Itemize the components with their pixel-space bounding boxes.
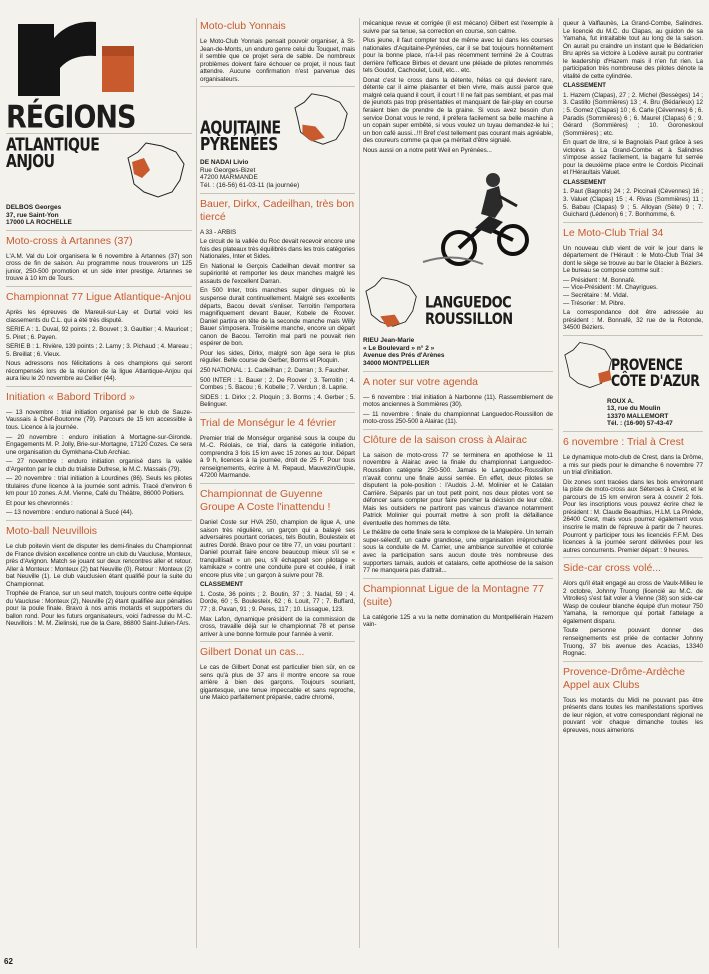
article-title: Le Moto-Club Trial 34	[563, 226, 664, 239]
article-text: Tous les motards du Midi ne pouvant pas être présents dans toutes les manifestations sportives de leur région, et votre correspondant régional ne pouvant voir chaque dimanche toutes les épreuves, nous aimerions	[563, 696, 703, 734]
correspondent-address: DE NADAI Livio Rue Georges-Bizet 47200 MARMANDE Tél. : (16-56) 61-03-11 (la journée)	[200, 159, 300, 190]
article-text: — 11 novembre : finale du championnat Languedoc-Roussillon de moto-cross 250-500 à Alairac (11).	[363, 410, 553, 426]
article-text: Un nouveau club vient de voir le jour dans le département de l'Hérault : le Moto-Club Trial 34 dont le siège se trouve au bar le Glacier à Béziers. Le bureau se compose comme suit :	[563, 244, 703, 275]
column-3	[363, 0, 553, 974]
region-title: ATLANTIQUE ANJOU	[6, 135, 100, 172]
article-text: Le Moto-Club Yonnais pensait pouvoir organiser, à St-Jean-de-Monts, un enduro genre celui du Touquet, mais il semble que ce projet sera de sable. De nombreux problèmes doivent faire échouer ce projet, il nous faut attendre. Aucune confirmation n'est parvenue des organisateurs.	[200, 38, 355, 83]
article-text: En 500 Inter, trois manches super dingues où le suspense durait continuellement. Malgré ses excellents départs, Bacou devait s'enliser. Terroitin l'emportera magnifiquement devant Bauer, Kobele de Roover. Daniel partira en tête de la seconde manche mais Willy Bauer s'imposera. Troisième manche, encore un départ canon de Bacou. Terroitin mal parti ne pouvait rien espérer de bon.	[200, 287, 355, 348]
article-text: La correspondance doit être adressée au président : M. Bonnafé, 32 rue de la Rotonde, 34500 Béziers.	[563, 309, 703, 332]
article-text: Le cas de Gilbert Donat est particulier bien sûr, en ce sens qu'à plus de 37 ans il montre encore sa roue arrière à bien des garçons. Toujours souriant, gigantesque, une tenue impeccable et sans reproche, une Maico parfaitement préparée, cadre chromé,	[200, 664, 355, 702]
article-text: La saison de moto-cross 77 se terminera en apothéose le 11 novembre à Alairac avec la finale du championnat Languedoc-Roussillon catégorie 250-500. Jamais le Languedoc-Roussillon n'avait connu une finale aussi serrée. En effet, deux pilotes se disputent la pole-position : l'Audois J.-M. Molinier et le Catalan Carrière. Séparés par un tout petit point, nos deux pilotes vont se défoncer sans compter pour faire pencher la décision de leur côté. Mais les outsiders ne partiront pas vaincus d'avance notamment Patrick Molinier qui pourrait mettre à son profit la défaillance éventuelle des hommes de tête.	[363, 451, 553, 527]
article-title: Provence-Drôme-Ardèche Appel aux Clubs	[563, 665, 685, 691]
region-header	[363, 275, 553, 337]
article-text: En quart de litre, si le Bagnolais Paut grâce à ses victoires à La Grand-Combe et à Salindres s'impose assez facilement, la bagarre fut serrée pour la deuxième place entre le Cordois Piccinali et l'Héraultais Valuet.	[563, 139, 703, 177]
region-title: AQUITAINE PYRÉNÉES	[200, 118, 281, 156]
column-rule	[196, 18, 197, 948]
article-title: Gilbert Donat un cas...	[200, 646, 305, 659]
france-map-icon	[563, 340, 615, 390]
big-r-logo-icon	[14, 16, 144, 100]
column-rule	[359, 18, 360, 948]
article-title: Moto-club Yonnais	[200, 20, 286, 32]
article-text: — 20 novembre : enduro initiation à Mortagne-sur-Gironde. Engagements M. P. Jolly, Brie-sur-Mortagne, 17120 Cozes. Ce sera une organisation du Gymkhana-Club Archiac.	[6, 433, 192, 456]
article-text: 250 NATIONAL : 1. Cadeilhan ; 2. Darran ; 3. Faucher.	[200, 366, 350, 374]
article-text: — 27 novembre : enduro initiation organisé dans la vallée d'Argenton par le club du trialiste Dufrese, le M.C. Massais (79).	[6, 458, 192, 473]
article-title: Initiation « Babord Tribord »	[6, 390, 135, 403]
article-text: SERIE A : 1. Duval, 92 points ; 2. Bouvet ; 3. Gaultier ; 4. Mauricet ; 5. Piret ; 6. Payen.	[6, 326, 192, 341]
article-text: queur à Valflaunès, La Grand-Combe, Salindres. Le licencié du M.C. du Clapas, au guidon de sa Yamaha, fut intraitable tout au long de la saison. On aurait pu craindre un instant que le Bédaricien Bru après sa victoire à Lodève aurait pu contrarier le leadership d'Hazem mais il n'en fut rien. La participation très nombreuse des pilotes dénote la vitalité de cette cylindrée.	[563, 20, 703, 80]
region-title: LANGUEDOC ROUSSILLON	[425, 294, 513, 330]
article-text: Nous adressons nos félicitations à ces champions qui seront récompensés lors de la réunion de la ligue Atlantique-Anjou qui aura lieu le 20 novembre au Cellier (44).	[6, 360, 192, 383]
page-section-title: RÉGIONS	[6, 99, 136, 136]
article-text: — Secrétaire : M. Vidal.	[563, 291, 629, 299]
region-header	[200, 91, 355, 159]
column-4	[563, 0, 703, 974]
correspondent-address: ROUX A. 13, rue du Moulin 13370 MALLEMORT Tél. : (16-90) 57-43-47	[607, 397, 673, 428]
article-title: Bauer, Dirkx, Cadeilhan, très bon tiercé	[200, 197, 355, 223]
article-text: CLASSEMENT	[563, 82, 606, 90]
article-text: Trophée de France, sur un seul match, toujours contre cette équipe du Vaucluse : Monteux (2), Neuville (2) étant qualifiée aux pénalties pour la poule finale. Bravo à nos amis motards et supporters du ballon rond. Pour les futurs organisateurs, voici l'adresse du M.-C. Neuvillois : M. M. Zielinski, rue de la Gare, 86800 Saint-Julien-l'Ars.	[6, 590, 192, 628]
article-title: Championnat de Guyenne Groupe A Coste l'inattendu !	[200, 487, 331, 513]
france-map-icon	[126, 140, 188, 200]
article-text: — Président : M. Bonnafé.	[563, 276, 636, 284]
article-title: 6 novembre : Trial à Crest	[563, 436, 684, 449]
article-text: SIDES : 1. Dirkx ; 2. Ploquin ; 3. Borms ; 4. Gerber ; 5. Belinguer.	[200, 393, 355, 409]
article-text: Donat c'est le cross dans la détente, hélas ce qui devient rare, détente car il aime plaisanter et bien vivre, mais aussi parce que malgré cela quand il court, il court ! Il ne fait pas semblant, et pas mal de jeunots pas trop présentables et manquant de fair-play en course feraient bien de prendre de la graine. Si vous avez besoin d'un service Donat vous le rend, il préfera facilement sa belle machine à un copain super embêté, si vous voulez un tuyau demandez-le lui ; un bon café aussi...!!! Bref c'est tellement pas courant mais agréable, des coureurs comme ça que ça méritait d'être signalé.	[363, 76, 553, 145]
article-text: Et pour les chevronnés :	[6, 499, 73, 507]
column-2	[200, 0, 355, 974]
correspondent-address: DELBOS Georges 37, rue Saint-Yon 17000 LA ROCHELLE	[6, 204, 72, 227]
column-rule	[558, 18, 559, 948]
column-1	[6, 0, 192, 974]
article-text: — 20 novembre : trial initiation à Lourdines (86). Seuls les pilotes titulaires d'une licence à la journée sont admis. Tracé d'environ 6 km pour 10 zones. A.M. Vienne, Café du Théâtre, 86000 Poitiers.	[6, 475, 192, 498]
article-title: Championnat Ligue de la Montagne 77 (suite)	[363, 582, 544, 608]
article-text: Premier trial de Monségur organisé sous la coupe du M.-C. Réolais, ce trial, dans la catégorie initiation, comprendra 3 fois 15 km avec 15 zones au tour. Départ à 9 h, licences à la journée, droit de 25 F. Pour tous renseignements, écrire à M. Repaud, Mauvezin/Gupie, 47200 Marmande.	[200, 434, 355, 480]
region-title: PROVENCE CÔTE D'AZUR	[611, 354, 700, 390]
moto-photo	[363, 156, 553, 271]
article-text: Alors qu'il était engagé au cross de Vaulx-Milieu le 2 octobre, Johnny Truong (licencié au M.C. de Vitrolles) s'est fait voler à Vienne (38) son side-car Wasp de couleur blanche équipé d'un moteur 750 Yamaha, la remorque qui portait l'attelage a également disparu.	[563, 580, 703, 625]
article-title: Championnat 77 Ligue Atlantique-Anjou	[6, 290, 192, 303]
article-text: mécanique revue et corrigée (il est mécano) Gilbert est l'exemple à suivre par sa tenue, sa correction en course, son calme.	[363, 20, 553, 35]
france-map-icon	[292, 91, 352, 147]
article-title: Moto-ball Neuvillois	[6, 525, 98, 537]
article-title: Trial de Monségur le 4 février	[200, 416, 337, 429]
article-text: Dix zones sont tracées dans les bois environnant la piste de moto-cross aux Séteroes à Crest, et le parcours de 15 km environ sera à couvrir 2 fois. Pour les inscriptions vous pouvez écrire chez le président : M. Claude Beauthias, H.LM. La Pinède, 26400 Crest, mais vous pourrez également vous inscrire le matin de l'épreuve à partir de 7 heures. Pourront y participer tous les licenciés F.F.M. Des licences à la journée seront délivrées pour les autres concurrents. Premier départ : 9 heures.	[563, 478, 703, 554]
region-header	[563, 340, 703, 398]
article-text: Max Lafon, dynamique président de la commission de cross, travaille déjà sur le championnat 78 et pense arriver à une bonne formule pour l'année à venir.	[200, 615, 355, 638]
article-text: — Vice-Président : M. Chayrigues.	[563, 284, 658, 292]
article-text: Après les épreuves de Mareuil-sur-Lay et Durtal voici les classements du C.L. qui a été très disputé.	[6, 308, 192, 324]
article-text: Le dynamique moto-club de Crest, dans la Drôme, a mis sur pieds pour le dimanche 6 novembre 77 un trial d'initiation.	[563, 454, 703, 477]
correspondent-address: RIEU Jean-Marie « Le Boulevard » n° 2 » Avenue des Prés d'Arènes 34000 MONTPELLIER	[363, 337, 445, 368]
article-text: Toute personne pouvant donner des renseignements est priée de contacter Johnny Truong, 37 bis avenue des Acacias, 13340 Rognac.	[563, 627, 703, 658]
article-text: La catégorie 125 a vu la nette domination du Montpelliérain Hazem vain-	[363, 613, 553, 629]
regions-logo	[6, 16, 192, 102]
france-map-icon	[363, 275, 421, 329]
article-title: Clôture de la saison cross à Alairac	[363, 433, 527, 446]
article-text: CLASSEMENT	[563, 178, 606, 186]
article-title: A noter sur votre agenda	[363, 375, 478, 388]
article-text: Le club poitevin vient de disputer les demi-finales du Championnat de France division excellence contre un club du Vaucluse, Monteux, près d'Avignon. Match se jouant sur deux rencontres aller et retour. Aller à Monteux : Monteux (2) bat Neuville (0). Retour : Monteux (2) bat Neuville (1). Le club vauclusien étant qualifié pour la suite du Championnat.	[6, 543, 192, 588]
article-text: — Trésorier : M. Pibre.	[563, 299, 626, 307]
article-text: 500 INTER : 1. Bauer ; 2. De Roover ; 3. Terroitin ; 4. Combes ; 5. Bacou ; 6. Kobelle ; 7. Verdun ; 8. Laprie.	[200, 376, 355, 392]
article-title: Moto-cross à Artannes (37)	[6, 234, 133, 247]
article-text: A 33 - ARBIS	[200, 228, 237, 236]
article-text: 1. Paut (Bagnols) 24 ; 2. Piccinali (Cévennes) 16 ; 3. Valuet (Clapas) 15 ; 4. Rivas (Sommières) 11 ; 5. Babau (Clapas) 9 ; 5. Alloyan (Sète) 9 ; 7. Guichard (Lédenon) 6 ; 7. Bonhomme, 6.	[563, 188, 703, 219]
article-text: Pour les sides, Dirkx, malgré son âge sera le plus régulier. Belle course de Gerber, Borms et Ploquin.	[200, 349, 355, 365]
article-text: En National le Gerçois Cadeilhan devait montrer sa supériorité et remporter les deux manches malgré les assauts de l'excellent Darran.	[200, 262, 355, 285]
article-text: Nous aussi on a notre petit Weil en Pyrénées...	[363, 146, 492, 154]
article-text: CLASSEMENT	[200, 581, 243, 589]
article-text: Plus jeune, il faut compter tout de même avec lui dans les courses nationales d'Aquitaine-Pyrénées, car il se bat toujours honnêtement pour la bonne place, n'a-t-il pas récemment terminé 2e à Coutras derrière l'efficace Birbes et devant une pléiade de pilotes renommés tels Goudol, Cachoulet, Louit, etc... etc.	[363, 37, 553, 75]
article-text: L'A.M. Val du Loir organisera le 6 novembre à Artannes (37) son cross de fin de saison. Au programme nous trouverons un 125 junior, 250-500 promotion et un side inter prestige. Artannes se trouve à 10 km de Tours.	[6, 252, 192, 283]
motocross-rider-photo-icon	[363, 156, 553, 271]
article-text: 1. Hazem (Clapas), 27 ; 2. Michel (Bessèges) 14 ; 3. Castillo (Sommières) 13 ; 4. Bru (Bédarieux) 12 ; 5. Gomez (Clapas) 10 ; 6. Carle (Cévennes) 6 ; 6. Paradis (Sommières) 6 ; 6. Maurel (Clapas) 6 ; 9. Gérard (Sommières) ; 10. Goroneskoul (Sommières) ; etc.	[563, 91, 703, 137]
article-text: — 6 novembre : trial initiation à Narbonne (11). Rassemblement de motos anciennes à Sommières (30).	[363, 393, 553, 409]
article-text: — 13 novembre : trial initiation organisé par le club de Sauze-Vaussais à Chef-Boutonne (79). Parcours de 15 km accessible à tous. Licence à la journée.	[6, 408, 192, 431]
article-text: 1. Coste, 36 points ; 2. Boutin, 37 ; 3. Nadal, 59 ; 4. Dorde, 60 ; 5. Boulesteix, 62 ; 6. Louit, 77 ; 7. Buffard, 77 ; 8. Pavan, 91 ; 9. Peres, 117 ; 10. Lissague, 123.	[200, 590, 355, 613]
region-header	[6, 135, 192, 204]
article-title: Side-car cross volé...	[563, 562, 662, 575]
article-text: Daniel Coste sur HVA 250, champion de ligue A, une saison très régulière, un garçon qui a balayé ses adversaires pourtant coriaces, tels Boutin, Boulesteix et autres Dordé. Bravo pour ce titre 77, un vœu pourtant : Daniel pourrait faire encore beaucoup mieux s'il se « tranquillisait » un peu, s'il échappait son pilotage « kamikaze » contre une conduite pure et coulée, il irait encore plus vite ; un garçon à suivre pour 78.	[200, 518, 355, 579]
article-text: SERIE B : 1. Rivière, 139 points ; 2. Lamy ; 3. Pichaud ; 4. Mareau ; 5. Breillat ; 6. Vieux.	[6, 343, 192, 358]
article-text: — 13 novembre : enduro national à Sucé (44).	[6, 509, 134, 517]
article-text: Le théâtre de cette finale sera le complexe de la Malepère. Un terrain super-sélectif, un cadre grandiose, une organisation irréprochable sous la conduite de M. Carrier, une ambiance survoltée et colorée avec la participation sans aucun doute très nombreuse des supporters tarnais, audois et catalans, cette apothéose de la saison 77 ne manquera pas d'attrait...	[363, 529, 553, 575]
article-text: Le circuit de la vallée du Roc devait recevoir encore une fois des plateaux très équilibrés dans les trois catégories Nationales, Inter et Sides.	[200, 238, 355, 261]
page-number: 62	[4, 957, 13, 966]
